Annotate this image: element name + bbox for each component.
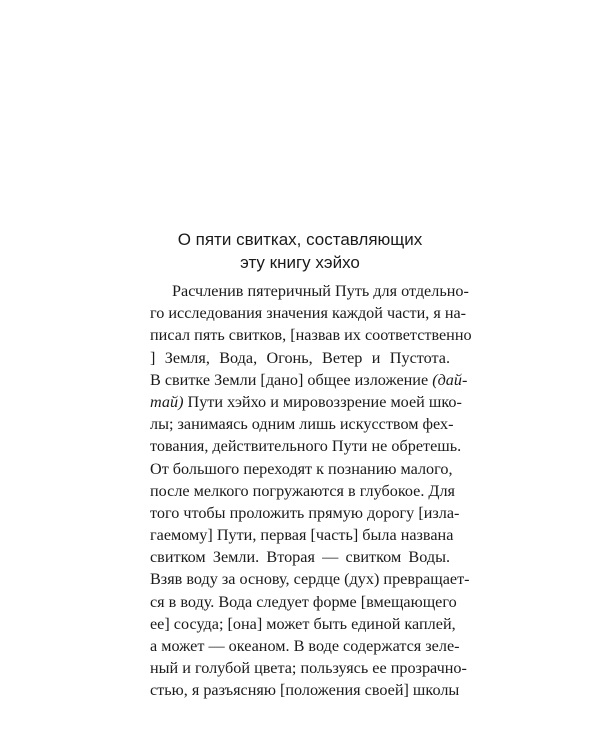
text-run: Расчленив пятеричный Путь для отдельно-: [172, 282, 469, 300]
italic-term: тай): [150, 392, 184, 411]
text-line: [150, 435, 462, 457]
text-run: гаемому] Пути, первая [часть] была названа: [150, 526, 454, 545]
text-line: [150, 347, 450, 369]
text-line: [150, 591, 457, 613]
text-line: [150, 391, 462, 413]
text-line: [150, 524, 454, 546]
text-line: [150, 502, 460, 524]
text-run: Пути хэйхо и мировоззрение моей шко-: [183, 392, 462, 411]
text-run: после мелкого погружаются в глубокое. Для: [150, 481, 455, 500]
text-line: [150, 635, 460, 657]
text-run: свитком Земли. Вторая — свитком Воды.: [150, 548, 450, 567]
text-line: [150, 369, 468, 391]
text-run: го исследования значения каждой части, я на-: [150, 304, 467, 323]
text-run: От большого переходят к познанию малого,: [150, 459, 453, 478]
text-run: стью, я разъясняю [положения своей] школы: [150, 681, 460, 700]
text-line: [150, 280, 469, 302]
text-line: [150, 413, 454, 435]
body-paragraph: [150, 280, 472, 702]
italic-term: (дай-: [432, 370, 468, 389]
text-line: [150, 302, 467, 324]
text-run: а может — океаном. В воде содержатся зеле-: [150, 637, 460, 655]
text-run: ный и голубой цвета; пользуясь ее прозрачно-: [150, 659, 467, 678]
text-run: ся в воду. Вода следует форме [вмещающего: [150, 592, 457, 611]
text-run: Взяв воду за основу, сердце (дух) превращает-: [150, 570, 470, 589]
text-run: ] Земля, Вода, Огонь, Ветер и Пустота.: [150, 348, 450, 367]
text-run: писал пять свитков, [назвав их соответственно: [150, 326, 472, 345]
text-line: [150, 679, 460, 701]
text-line: [150, 480, 455, 502]
text-line: [150, 458, 453, 480]
text-line: [150, 324, 472, 346]
heading-line-1: О пяти свитках, составляющих: [177, 230, 423, 249]
text-run: ее] сосуда; [она] может быть единой каплей,: [150, 614, 456, 633]
text-line: [150, 568, 470, 590]
text-run: тования, действительного Пути не обретешь.: [150, 437, 462, 456]
section-heading: [150, 228, 450, 274]
text-line: [150, 546, 450, 568]
text-line: [150, 613, 456, 635]
text-run: лы; занимаясь одним лишь искусством фех-: [150, 415, 454, 434]
text-line: [150, 657, 467, 679]
heading-line-2: эту книгу хэйхо: [240, 253, 360, 272]
text-run: В свитке Земли [дано] общее изложение: [150, 370, 433, 389]
text-run: того чтобы проложить прямую дорогу [изла-: [150, 503, 460, 522]
